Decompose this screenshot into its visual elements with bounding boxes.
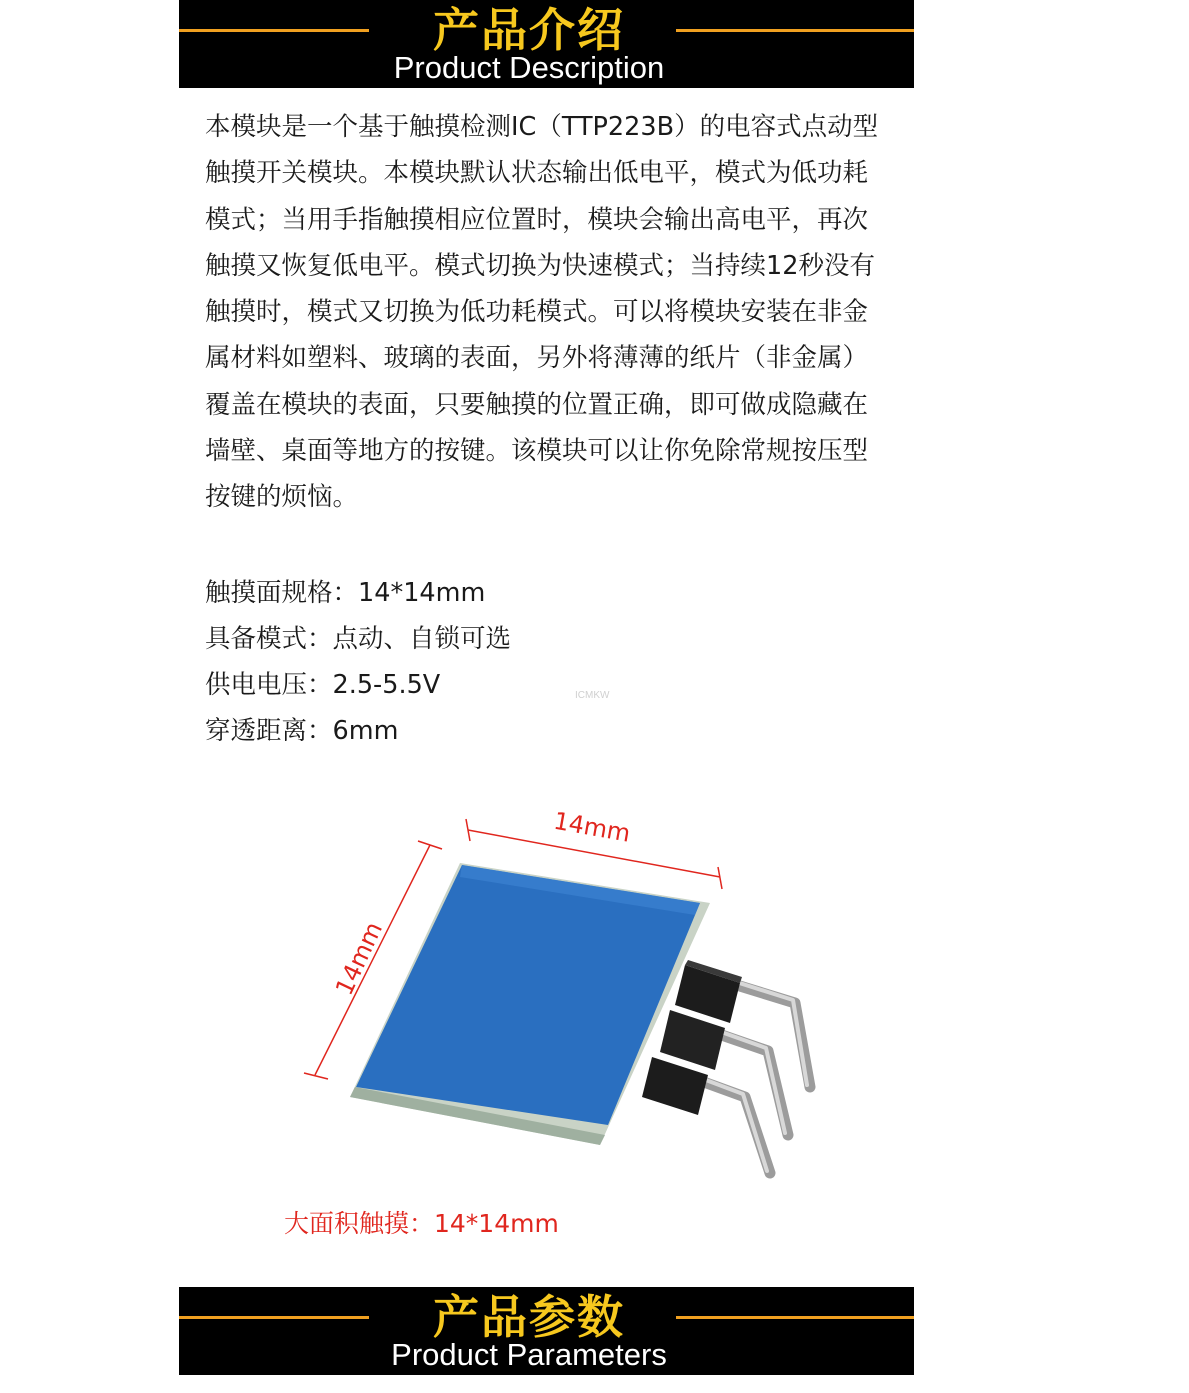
- width-label: 14mm: [551, 806, 633, 848]
- description-line: 属材料如塑料、玻璃的表面，另外将薄薄的纸片（非金属）: [205, 343, 869, 374]
- banner-title-cn: 产品介绍: [433, 3, 625, 57]
- banner-title-en: Product Description: [393, 50, 665, 85]
- spec-touch-area: 触摸面规格：14*14mm: [205, 578, 486, 608]
- product-image: [290, 805, 850, 1195]
- banner-title-en: Product Parameters: [391, 1337, 667, 1372]
- spec-list: [205, 570, 511, 754]
- description-line: 模式；当用手指触摸相应位置时，模块会输出高电平，再次: [205, 204, 869, 235]
- description-line: 按键的烦恼。: [205, 482, 359, 513]
- spec-penetration: 穿透距离：6mm: [205, 716, 399, 746]
- description-line: 触摸时，模式又切换为低功耗模式。可以将模块安装在非金: [205, 297, 869, 328]
- watermark: ICMKW: [575, 690, 610, 701]
- image-caption: 大面积触摸：14*14mm: [284, 1209, 559, 1238]
- product-description: [205, 104, 915, 521]
- description-line: 墙壁、桌面等地方的按键。该模块可以让你免除常规按压型: [205, 436, 869, 467]
- section-banner-description: [179, 0, 914, 88]
- description-line: 覆盖在模块的表面，只要触摸的位置正确，即可做成隐藏在: [205, 389, 869, 420]
- spec-voltage: 供电电压：2.5-5.5V: [205, 670, 441, 700]
- section-banner-parameters: [179, 1287, 914, 1375]
- description-line: 触摸开关模块。本模块默认状态输出低电平，模式为低功耗: [205, 158, 869, 189]
- description-line: 触摸又恢复低电平。模式切换为快速模式；当持续12秒没有: [205, 250, 875, 281]
- height-label: 14mm: [330, 917, 389, 1000]
- banner-title-cn: 产品参数: [433, 1290, 625, 1344]
- spec-modes: 具备模式：点动、自锁可选: [205, 624, 512, 654]
- description-line: 本模块是一个基于触摸检测IC（TTP223B）的电容式点动型: [205, 112, 879, 142]
